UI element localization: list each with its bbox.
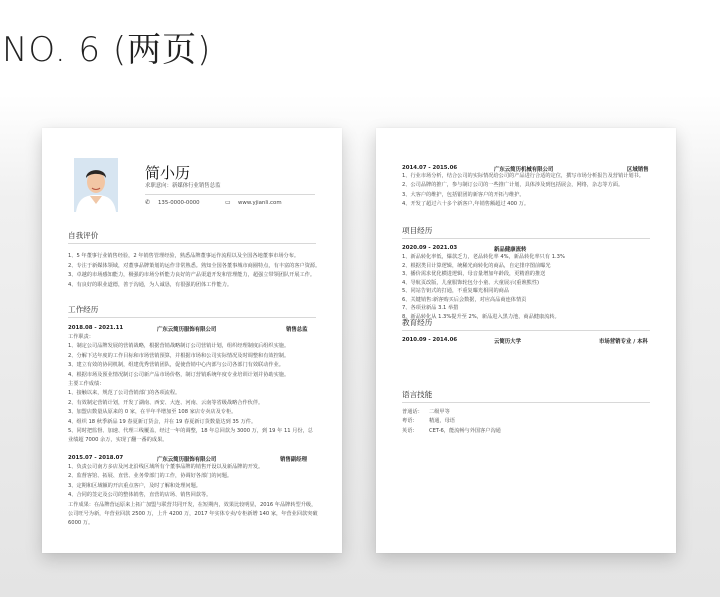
job2-role: 销售副经理	[280, 457, 307, 463]
section-self-eval: 自我评价	[68, 231, 99, 240]
profile-photo	[74, 158, 118, 212]
job2-line: 1、负责公司南方多店及河北沿线区域所有个董事品牌的销售开设以及新品牌的开发。	[68, 464, 264, 470]
job1-role: 销售总监	[286, 327, 308, 333]
skill-value: CET-6，能流畅与外国客户沟通	[429, 427, 501, 434]
edu-period: 2010.09 - 2014.06	[402, 337, 458, 343]
top-job-role: 区域销售	[627, 167, 649, 173]
job1-line: 主要工作成绩：	[68, 381, 105, 387]
top-job-line: 3、大客户的维护，包括银团的新客户的开拓与维护。	[402, 191, 525, 198]
job1-period: 2018.08 - 2021.11	[68, 325, 124, 331]
top-job-line: 2、公司品牌的推广，参与制订公司的一些推广计划，具体涉及到包括展会，网络，杂志等方面。	[402, 182, 624, 189]
project-line: 6、关键销售:新客购买后会数据，对应高品商连体情贡	[402, 296, 527, 303]
edu-school: 云简历大学	[494, 339, 521, 345]
job1-line: 工作职责：	[68, 334, 94, 340]
job1-line: 3、加盟店数量从原来的 0 家，在半年半增加至 108 家店专卖店及专柜。	[68, 409, 237, 416]
job1-line: 业绩超 7000 余万，实现了翻一番的成果。	[68, 437, 168, 444]
section-education: 教育经历	[402, 318, 433, 327]
job1-line: 1、制定公司品牌发展的营销战略，根据营销战略制订公司营销计划，组织经理制度后组织实施。	[68, 343, 290, 350]
page-title: NO. 6 (两页)	[2, 30, 212, 70]
project-line: 2、根据类目计算逻辑，统稀光商转化的商品，自定排序图前曝光	[402, 262, 551, 269]
phone-number: 135-0000-0000	[158, 200, 200, 206]
job1-line: 4、组织 18 秋季新品 19 春夏新订货会，并在 19 春夏新订货数量达到 35 万件。	[68, 418, 257, 425]
job1-company: 广东云简历服饰有限公司	[157, 327, 217, 333]
job2-line: 工作成果：在品牌营运原来上拓广加盟与联营共同开发，在短期内，效果比较明显，2016 年品牌转型升级，	[68, 501, 317, 508]
top-job-line: 4、开发了超过六十多个新客户,年销售额超过 400 万。	[402, 201, 530, 208]
job1-line: 2、有效制定营销计划，开发了湖南、西安、大连、河南、云南等省级战略合作伙伴。	[68, 399, 264, 406]
candidate-name: 简小历	[145, 164, 191, 182]
resume-page-2	[376, 128, 676, 553]
project-name: 新品健康流转	[494, 247, 527, 253]
job1-line: 4、根据市场及预业情况制订公司新产品市场价格，制订营销系统年度专业培训计划并协助实施。	[68, 371, 290, 378]
skill-label: 普通话：	[402, 409, 423, 415]
project-line: 7、各项业新品 3.1 举措	[402, 305, 459, 311]
project-period: 2020.09 - 2021.03	[402, 245, 458, 251]
self-eval-item: 2、专注于新媒体领域，对董事品牌策划的运作非常熟悉。熟知全国各董事城市商圈特点，有丰富的客户资源。	[68, 262, 321, 269]
project-line: 1、新品转化率低，爆款乏力，老品转化率 4%，新品转化率只有 1.3%	[402, 254, 565, 260]
monitor-icon: ▭	[225, 199, 231, 206]
top-job-period: 2014.07 - 2015.06	[402, 165, 458, 171]
project-line: 3、播价需求优化横进逻辑，母音量增加年龄段，更精准的推送	[402, 271, 546, 277]
self-eval-item: 4、有良好的职业道德，善于沟通，为人诚恳，有很强的团体工作能力。	[68, 281, 233, 288]
job2-period: 2015.07 - 2018.07	[68, 455, 124, 461]
project-line: 4、导航页改版，儿童服饰轮包分小童、大童展示(重谯熊性)	[402, 279, 540, 286]
job1-line: 1、接触以来，规范了公司营销部门的各项流程。	[68, 390, 181, 397]
project-line: 5、同站告钥式的打通，不重复曝光相同的商品	[402, 288, 510, 294]
job2-line: 6000 万。	[68, 520, 94, 527]
edu-major: 市场营销专业 / 本科	[599, 339, 648, 345]
section-skills: 语言技能	[402, 390, 433, 399]
job1-line: 2、分解下达年度的工作目标和市场营销预算，并根据市场和公司实际情况及时调整和有效控制。	[68, 352, 290, 359]
resume-page-1	[42, 128, 342, 553]
top-job-line: 1、行业市场分析，结合公司的实际情况给公司的产品进行合适的定位，撰写市场分析报告及营销计划书。	[402, 173, 644, 179]
top-job-company: 广东云简历机械有限公司	[494, 167, 554, 173]
project-line: 8、新品转化从 1.3%提升至 2%，新品进入黑力池，商品健康流转。	[402, 313, 560, 320]
phone-icon: ✆	[145, 199, 151, 206]
job2-company: 广东云简历服饰有限公司	[157, 457, 217, 463]
section-work: 工作经历	[68, 305, 99, 314]
job2-line: 3、定期和区域额的开店重点客户，及时了解和处理问题。	[68, 482, 201, 489]
job2-line: 2、监督客馆、拓展、直营、业务带部门的工作，协调好各部门的问题。	[68, 473, 233, 480]
skill-label: 粤语：	[402, 418, 418, 425]
skill-value: 二级甲等	[429, 409, 450, 415]
skill-value: 精通，母语	[429, 418, 455, 425]
self-eval-item: 1、5 年董事行业销售经验，2 年销售管理经验，熟悉品牌董事运作流程以及全国各地董事市场分布。	[68, 253, 300, 259]
website: www.yjianli.com	[238, 200, 282, 206]
skill-label: 英语：	[402, 427, 418, 434]
job1-line: 5、同时把监督、加速、代理三线覆盖，经过一年的调整，18 年总回款为 3000 万，到 19 年 11 月份，总	[68, 428, 313, 434]
section-projects: 项目经历	[402, 226, 433, 235]
self-eval-item: 3、卓越的市场感知能力，极强的市场分析能力良好的产品渠道开发和管理能力，超强立带领团队开展工作。	[68, 272, 316, 278]
job-intention: 求职意向：新媒体行业销售总监	[145, 183, 221, 189]
job2-line: 4、合同的签定及公司的整体销售，直营的店场、销售回款等。	[68, 492, 212, 499]
job2-line: 公司旺号为新，年营业回款 2500 万，上升 4200 万，2017 年实体专卖/专柜新增 140 家，年营业回款突破	[68, 511, 318, 517]
job1-line: 3、建立有效的协同机制，组建优秀营销团队，促使营销中心内部与公司各部门有效联动作业。	[68, 362, 284, 369]
